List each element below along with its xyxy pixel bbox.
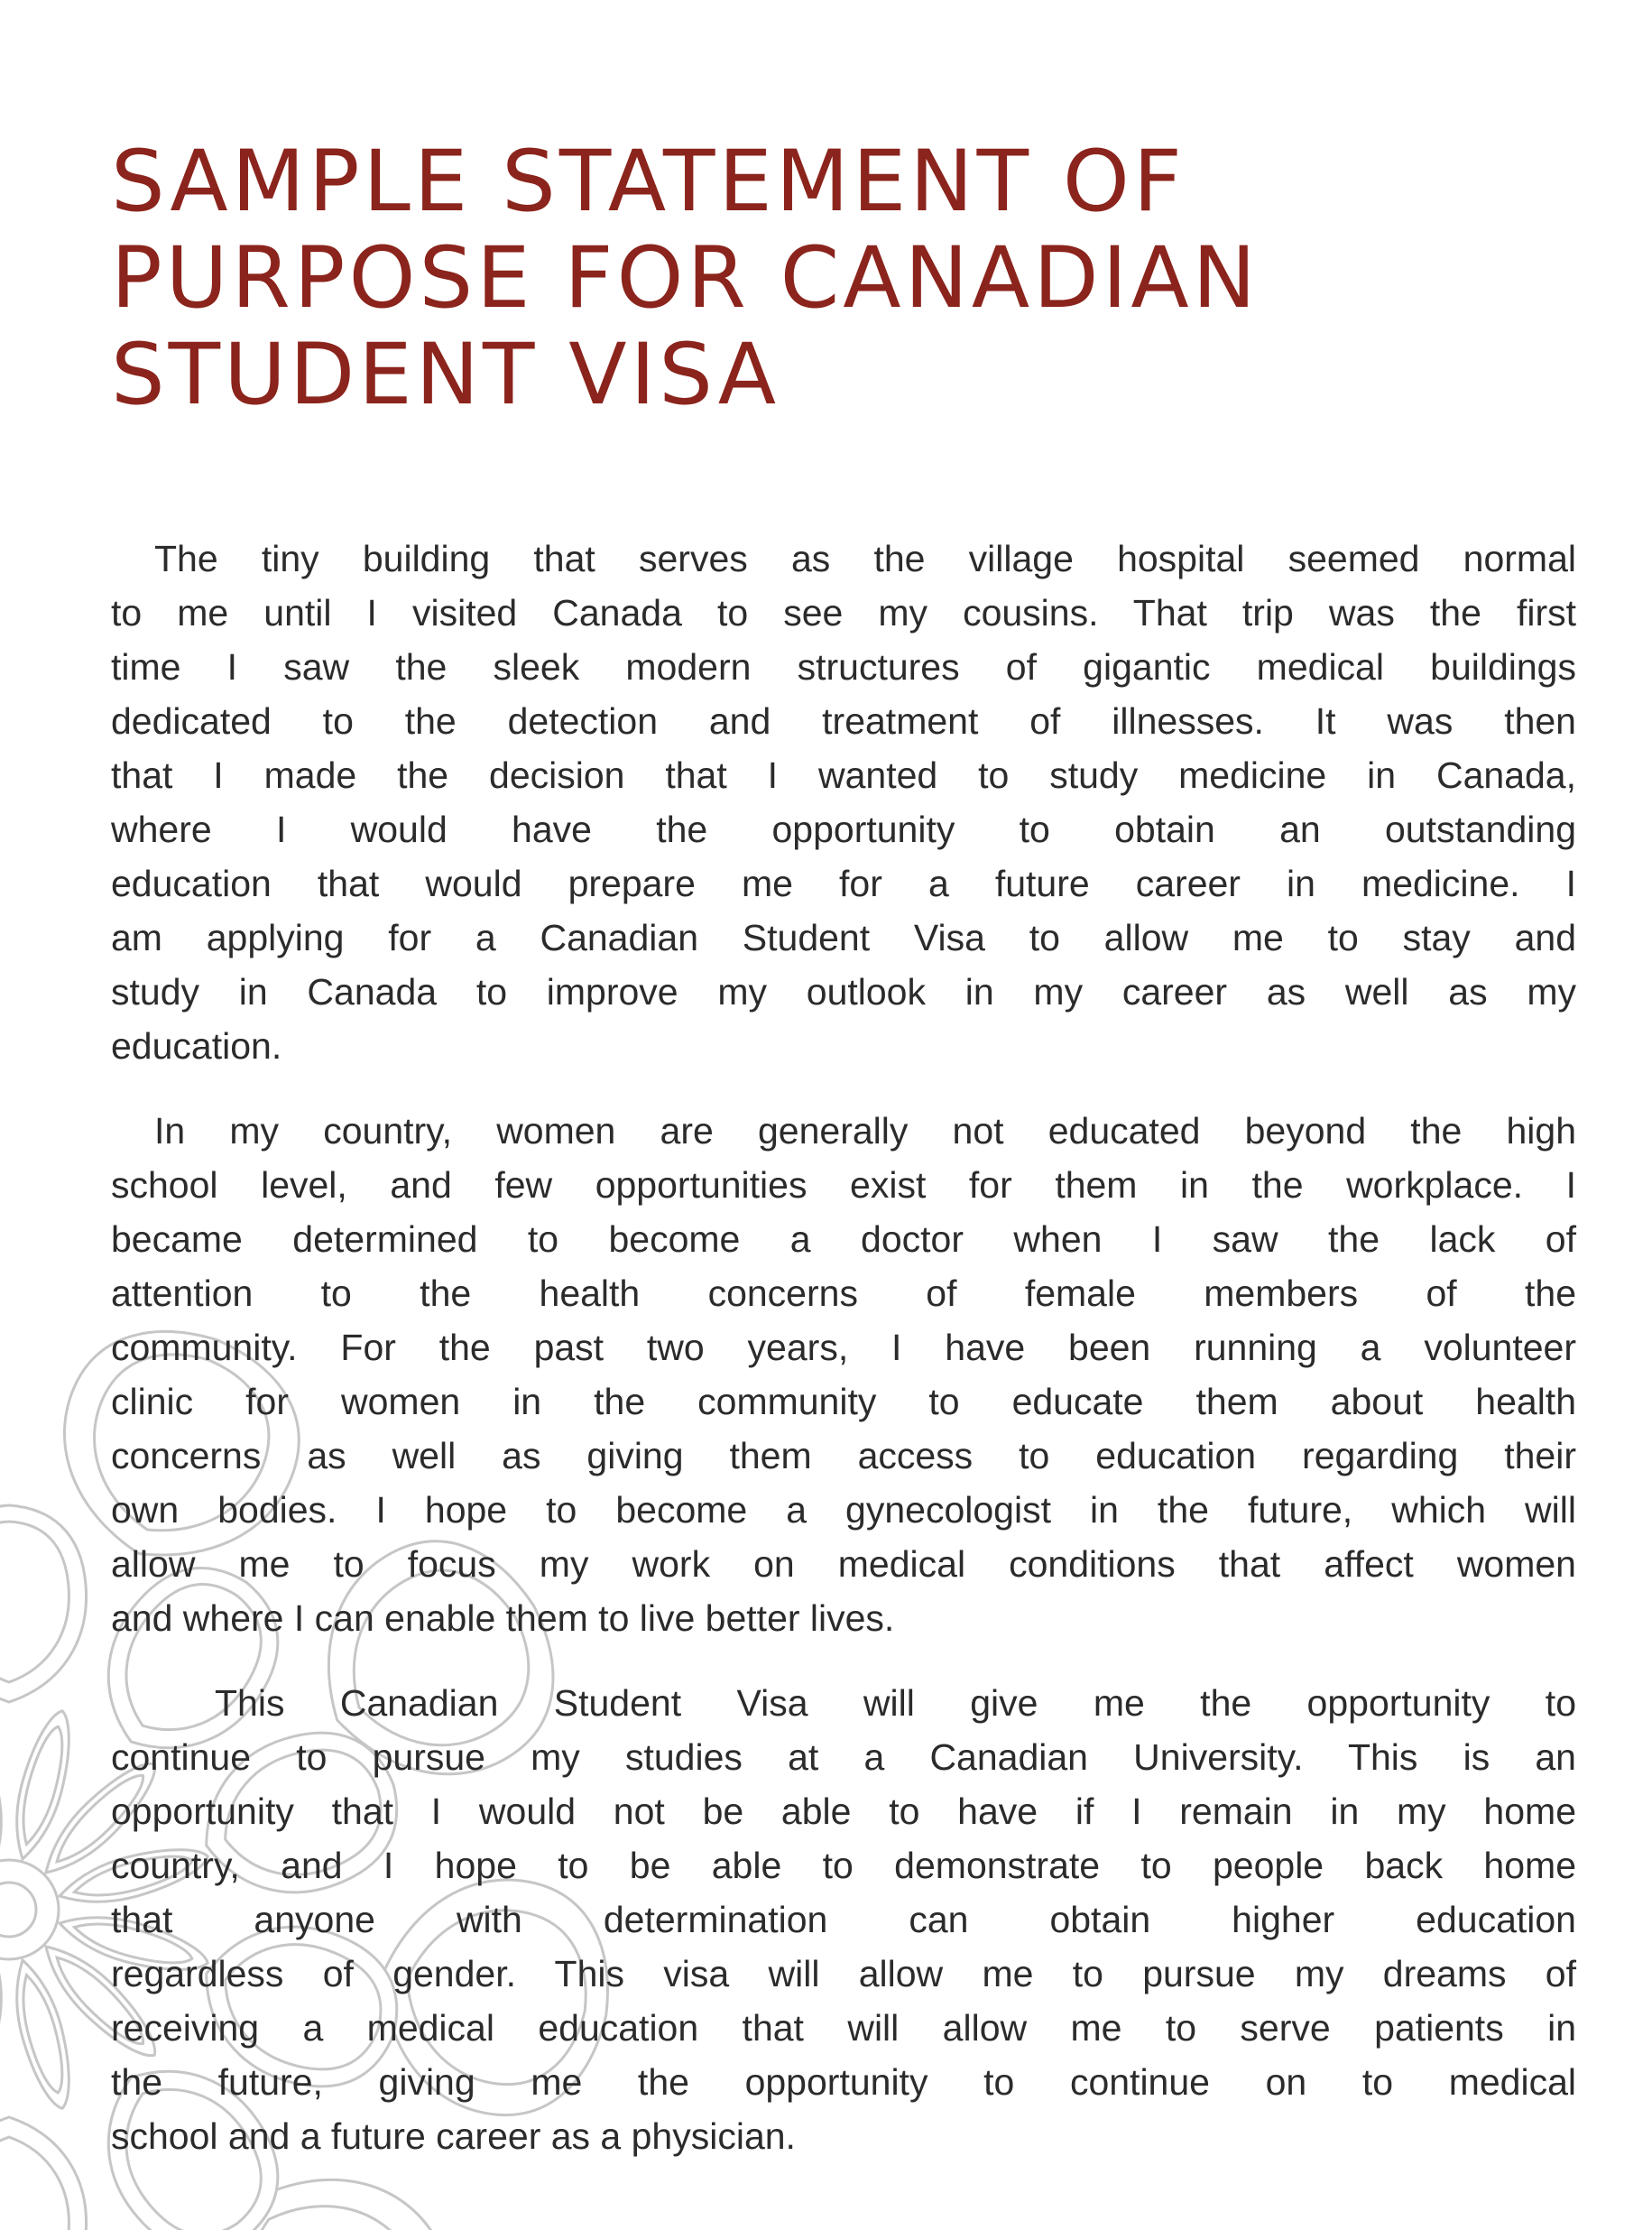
text-line: attention to the health concerns of female members of the [111, 1272, 1576, 1314]
text-line: am applying for a Canadian Student Visa to allow me to stay and [111, 917, 1576, 958]
text-line: In my country, women are generally not educated beyond the high [154, 1110, 1576, 1152]
text-line: school level, and few opportunities exist for them in the workplace. I [111, 1164, 1576, 1206]
text-line: receiving a medical education that will allow me to serve patients in [111, 2007, 1576, 2049]
text-line: continue to pursue my studies at a Canadian University. This is an [111, 1736, 1576, 1778]
text-line: became determined to become a doctor when I saw the lack of [111, 1218, 1576, 1260]
page-title [111, 134, 1576, 423]
text-line: country, and I hope to be able to demonstrate to people back home [111, 1845, 1576, 1886]
text-line: SAMPLE STATEMENT OF [111, 133, 1186, 231]
paragraph-introduction [111, 532, 1576, 1073]
document-body [111, 532, 1576, 2163]
text-line: education that would prepare me for a future career in medicine. I [111, 863, 1576, 904]
text-line: where I would have the opportunity to obtain an outstanding [111, 809, 1576, 850]
text-line: to me until I visited Canada to see my cousins. That trip was the first [111, 592, 1576, 634]
paragraph-conclusion [111, 1676, 1576, 2163]
text-line: own bodies. I hope to become a gynecologist in the future, which will [111, 1489, 1576, 1531]
text-line: school and a future career as a physician. [111, 2115, 796, 2157]
text-line: study in Canada to improve my outlook in my career as well as my [111, 971, 1576, 1013]
text-line: regardless of gender. This visa will allow me to pursue my dreams of [111, 1953, 1576, 1994]
text-line: allow me to focus my work on medical conditions that affect women [111, 1543, 1576, 1585]
text-line: opportunity that I would not be able to have if I remain in my home [111, 1790, 1576, 1832]
text-line: concerns as well as giving them access to education regarding their [111, 1435, 1576, 1476]
text-line: clinic for women in the community to educate them about health [111, 1381, 1576, 1422]
paragraph-motivation [111, 1104, 1576, 1645]
text-line: STUDENT VISA [111, 326, 780, 424]
text-line: community. For the past two years, I have been running a volunteer [111, 1327, 1576, 1368]
text-line: education. [111, 1025, 282, 1067]
document-content [0, 134, 1652, 2163]
text-line: and where I can enable them to live better lives. [111, 1597, 895, 1639]
text-line: time I saw the sleek modern structures of gigantic medical buildings [111, 646, 1576, 688]
text-line: that I made the decision that I wanted to study medicine in Canada, [111, 754, 1576, 796]
text-line: dedicated to the detection and treatment of illnesses. It was then [111, 700, 1576, 742]
text-line: The tiny building that serves as the village hospital seemed normal [154, 538, 1576, 579]
text-line: that anyone with determination can obtain higher education [111, 1899, 1576, 1940]
text-line: the future, giving me the opportunity to continue on to medical [111, 2061, 1576, 2103]
text-line: PURPOSE FOR CANADIAN [111, 229, 1260, 328]
text-line: This Canadian Student Visa will give me the opportunity to [215, 1682, 1576, 1724]
